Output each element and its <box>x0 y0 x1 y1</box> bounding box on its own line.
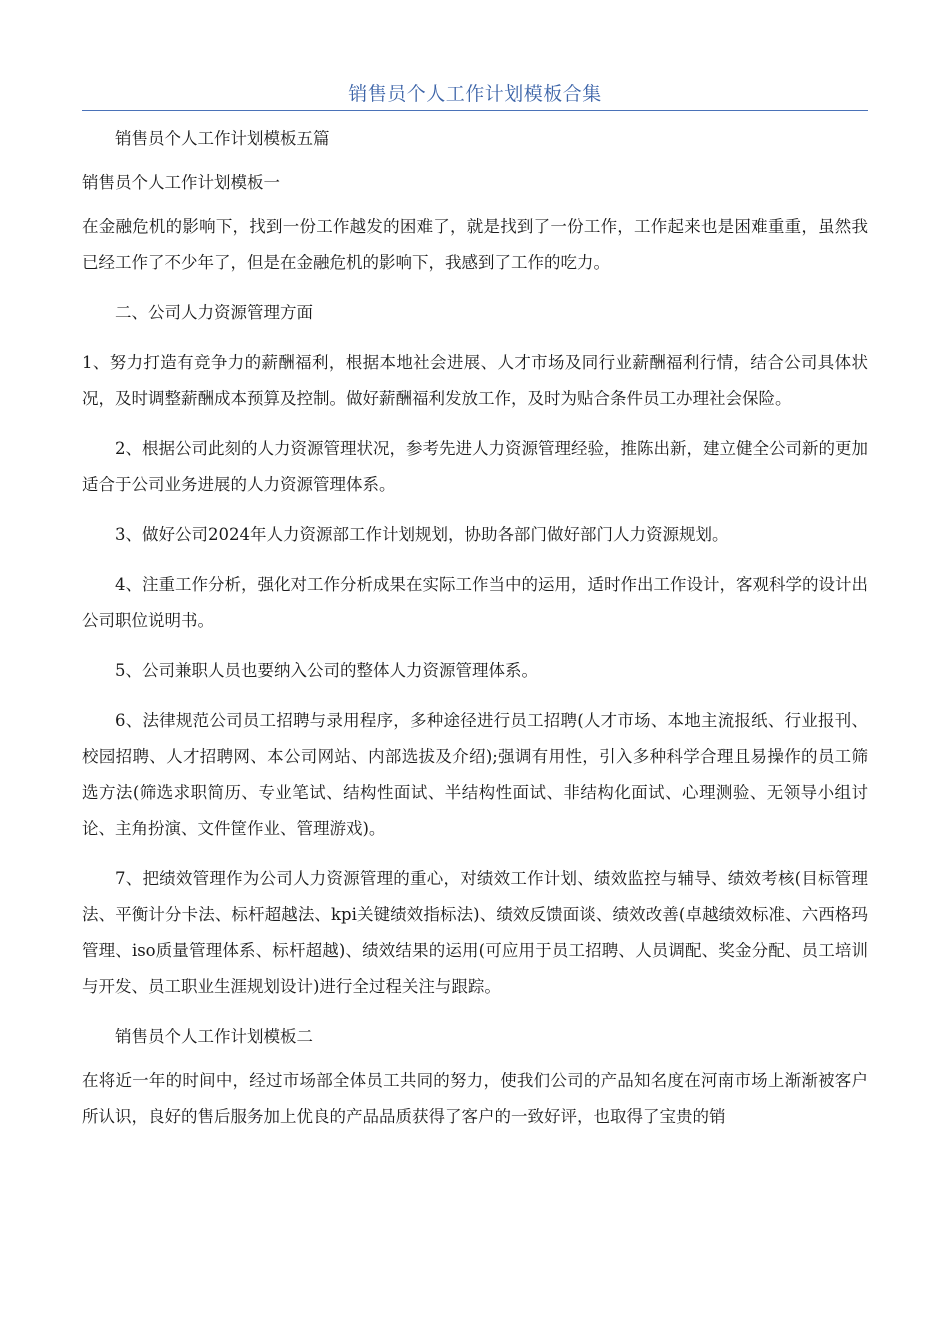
document-body <box>82 121 868 1135</box>
paragraph: 1、努力打造有竞争力的薪酬福利，根据本地社会进展、人才市场及同行业薪酬福利行情，结合公司具体状况，及时调整薪酬成本预算及控制。做好薪酬福利发放工作，及时为贴合条件员工办理社会保险。 <box>82 353 868 408</box>
paragraph: 在金融危机的影响下，找到一份工作越发的困难了，就是找到了一份工作，工作起来也是困难重重，虽然我已经工作了不少年了，但是在金融危机的影响下，我感到了工作的吃力。 <box>82 217 868 272</box>
paragraph: 7、把绩效管理作为公司人力资源管理的重心，对绩效工作计划、绩效监控与辅导、绩效考核(目标管理法、平衡计分卡法、标杆超越法、kpi关键绩效指标法)、绩效反馈面谈、绩效改善(卓越绩效标准、六西格玛管理、iso质量管理体系、标杆超越)、绩效结果的运用(可应用于员工招聘、人员调配、奖金分配、员工培训与开发、员工职业生涯规划设计)进行全过程关注与跟踪。 <box>82 869 868 996</box>
paragraph: 5、公司兼职人员也要纳入公司的整体人力资源管理体系。 <box>115 661 538 680</box>
paragraph: 6、法律规范公司员工招聘与录用程序，多种途径进行员工招聘(人才市场、本地主流报纸、行业报刊、校园招聘、人才招聘网、本公司网站、内部选拔及介绍);强调有用性，引入多种科学合理且易操作的员工筛选方法(筛选求职简历、专业笔试、结构性面试、半结构性面试、非结构化面试、心理测验、无领导小组讨论、主角扮演、文件筐作业、管理游戏)。 <box>82 711 868 838</box>
section-heading: 二、公司人力资源管理方面 <box>115 303 313 322</box>
document-title: 销售员个人工作计划模板合集 <box>348 83 602 105</box>
section-heading: 销售员个人工作计划模板一 <box>82 173 280 192</box>
subtitle: 销售员个人工作计划模板五篇 <box>115 129 330 148</box>
page-header <box>82 78 868 111</box>
paragraph: 在将近一年的时间中，经过市场部全体员工共同的努力，使我们公司的产品知名度在河南市场上渐渐被客户所认识，良好的售后服务加上优良的产品品质获得了客户的一致好评，也取得了宝贵的销 <box>82 1071 868 1126</box>
paragraph: 2、根据公司此刻的人力资源管理状况，参考先进人力资源管理经验，推陈出新，建立健全公司新的更加适合于公司业务进展的人力资源管理体系。 <box>82 439 868 494</box>
section-heading: 销售员个人工作计划模板二 <box>115 1027 313 1046</box>
paragraph: 4、注重工作分析，强化对工作分析成果在实际工作当中的运用，适时作出工作设计，客观科学的设计出公司职位说明书。 <box>82 575 868 630</box>
paragraph: 3、做好公司2024年人力资源部工作计划规划，协助各部门做好部门人力资源规划。 <box>115 525 729 544</box>
